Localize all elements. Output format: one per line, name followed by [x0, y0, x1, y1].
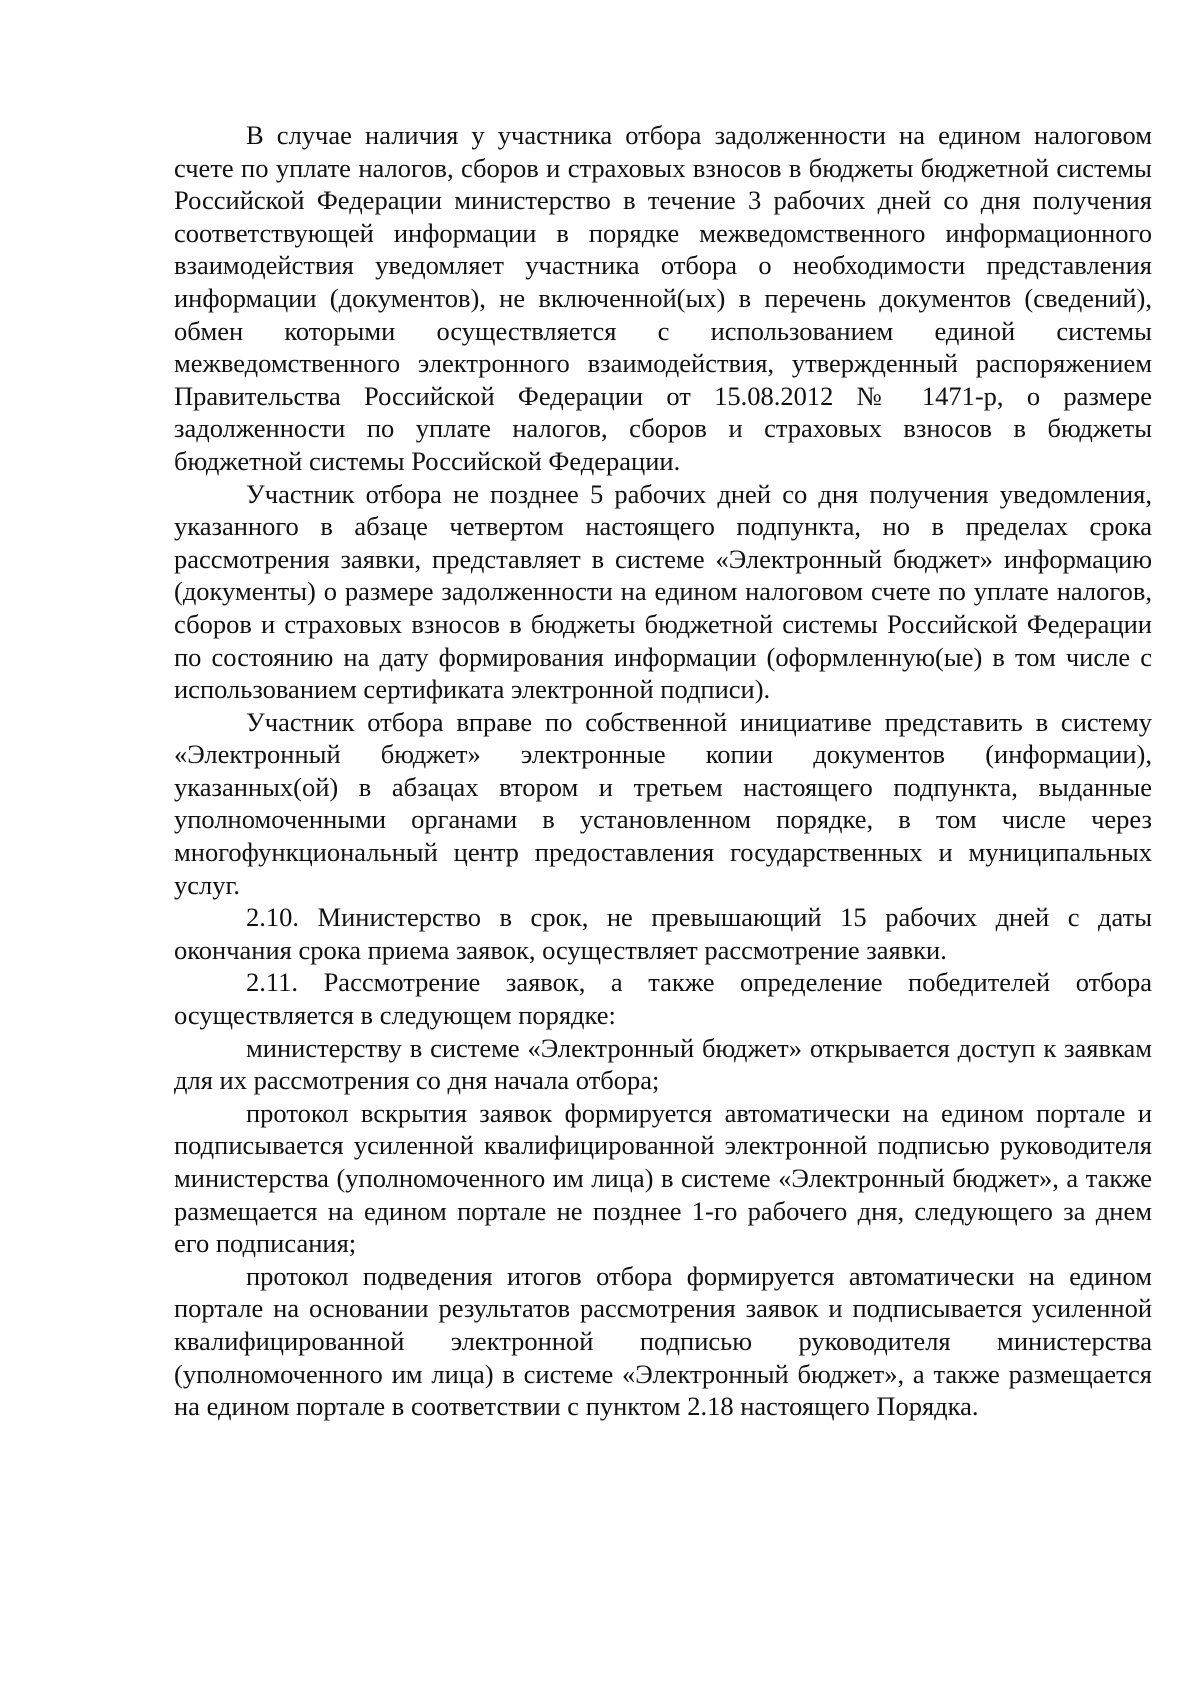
paragraph-results-protocol: протокол подведения итогов отбора формируется автоматически на едином портале на основании результатов рассмотрения заявок и подписывается усиленной квалифицированной электронной подписью руководителя министерства (уполномоченного им лица) в системе «Электронный бюджет», а также размещается на едином портале в соответствии с пунктом 2.18 настоящего Порядка.	[174, 1260, 1152, 1422]
paragraph-2-10: 2.10. Министерство в срок, не превышающий 15 рабочих дней с даты окончания срока приема заявок, осуществляет рассмотрение заявки.	[174, 902, 1152, 965]
paragraph-own-initiative: Участник отбора вправе по собственной инициативе представить в систему «Электронный бюджет» электронные копии документов (информации), указанных(ой) в абзацах втором и третьем настоящего подпункта, выданные уполномоченными органами в установленном порядке, в том числе через многофункциональный центр предоставления государственных и муниципальных услуг.	[174, 706, 1152, 900]
paragraph-tax-debt-notice: В случае наличия у участника отбора задолженности на едином налоговом счете по уплате налогов, сборов и страховых взносов в бюджеты бюджетной системы Российской Федерации министерство в течение 3 рабочих дней со дня получения соответствующей информации в порядке межведомственного информационного взаимодействия уведомляет участника отбора о необходимости представления информации (документов), не включенной(ых) в перечень документов (сведений), обмен которыми осуществляется с использованием единой системы межведомственного электронного взаимодействия, утвержденный распоряжением Правительства Российской Федерации от 15.08.2012 № 1471-р, о размере задолженности по уплате налогов, сборов и страховых взносов в бюджеты бюджетной системы Российской Федерации.	[174, 120, 1152, 476]
paragraph-access-to-applications: министерству в системе «Электронный бюджет» открывается доступ к заявкам для их рассмотрения со дня начала отбора;	[174, 1032, 1152, 1096]
paragraph-2-11: 2.11. Рассмотрение заявок, а также определение победителей отбора осуществляется в следующем порядке:	[174, 967, 1152, 1031]
paragraph-opening-protocol: протокол вскрытия заявок формируется автоматически на едином портале и подписывается усиленной квалифицированной электронной подписью руководителя министерства (уполномоченного им лица) в системе «Электронный бюджет», а также размещается на едином портале не позднее 1-го рабочего дня, следующего за днем его подписания;	[174, 1097, 1152, 1259]
document-body	[174, 119, 1152, 1423]
paragraph-participant-submission: Участник отбора не позднее 5 рабочих дней со дня получения уведомления, указанного в абзаце четвертом настоящего подпункта, но в пределах срока рассмотрения заявки, представляет в системе «Электронный бюджет» информацию (документы) о размере задолженности на едином налоговом счете по уплате налогов, сборов и страховых взносов в бюджеты бюджетной системы Российской Федерации по состоянию на дату формирования информации (оформленную(ые) в том числе с использованием сертификата электронной подписи).	[174, 478, 1152, 705]
